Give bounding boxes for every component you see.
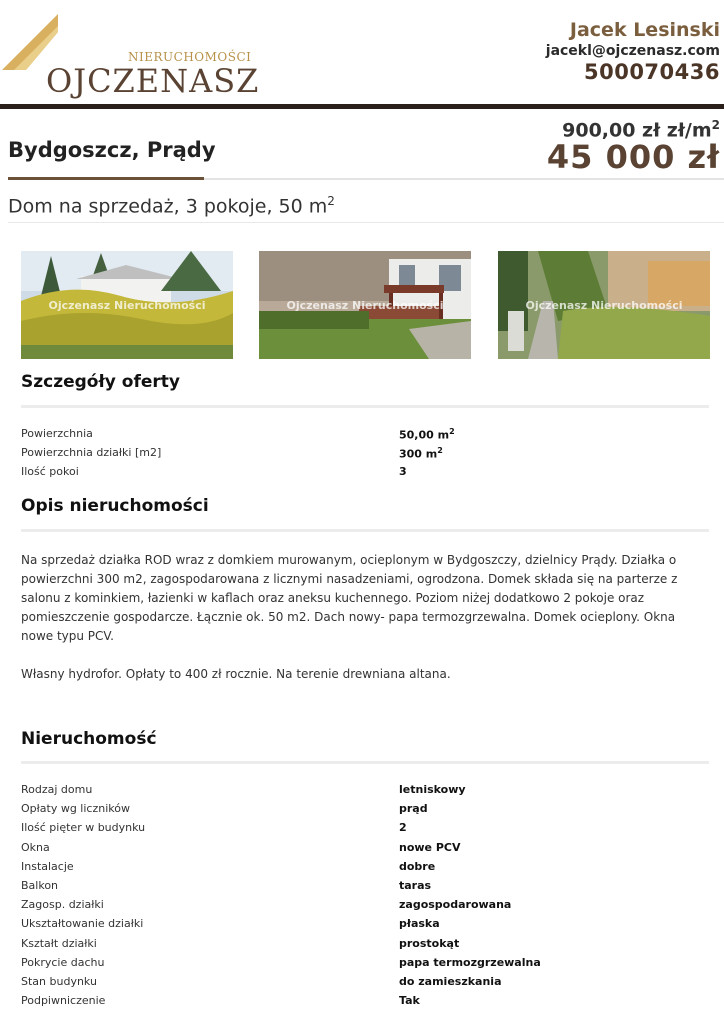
title-underline-accent <box>8 177 204 180</box>
property-value: letniskowy <box>399 783 466 796</box>
property-label: Podpiwniczenie <box>21 994 106 1008</box>
header-divider <box>0 104 724 109</box>
property-label: Kształt działki <box>21 936 97 950</box>
property-label: Ukształtowanie działki <box>21 917 144 931</box>
property-row <box>21 975 709 994</box>
description-paragraph: Na sprzedaż działka ROD wraz z domkiem murowanym, ocieplonym w Bydgoszczy, dzielnicy Prądy. Działka o powierzchni 300 m2, zagospodarowana z licznymi nasadzeniami, ogrodzona. Domek składa się na parterze z salonu z kominkiem, łazienki w kaflach oraz aneksu kuchennego. Poziom niżej dodatkowo 2 pokoje oraz pomieszczenie gospodarcze. Łącznie ok. 50 m2. Dach nowy- papa termozgrzewalna. Domek ocieplony. Okna nowe typu PCV. <box>21 553 678 643</box>
logo-wordmark: OJCZENASZ <box>46 62 260 100</box>
property-row <box>21 841 709 860</box>
listing-price: 45 000 zł <box>546 138 720 176</box>
details-row <box>21 465 709 484</box>
agent-email[interactable]: jacekl@ojczenasz.com <box>545 43 720 59</box>
property-row <box>21 917 709 936</box>
property-heading: Nieruchomość <box>21 729 157 749</box>
details-divider <box>21 405 709 408</box>
agent-name: Jacek Lesinski <box>569 19 720 41</box>
property-row <box>21 802 709 821</box>
property-label: Ilość pięter w budynku <box>21 821 146 835</box>
details-label: Powierzchnia działki [m2] <box>21 446 162 459</box>
description-heading: Opis nieruchomości <box>21 496 209 516</box>
property-value: nowe PCV <box>399 840 461 854</box>
property-value: papa termozgrzewalna <box>399 955 541 969</box>
property-value: zagospodarowana <box>399 898 512 912</box>
property-value: płaska <box>399 917 440 931</box>
listing-subtitle: Dom na sprzedaż, 3 pokoje, 50 $m^2$ <box>8 194 335 218</box>
company-logo[interactable] <box>0 12 260 100</box>
page-header <box>0 0 724 108</box>
agent-phone[interactable]: 500070436 <box>583 60 720 84</box>
details-value: 3 <box>399 465 407 478</box>
details-label: Ilość pokoi <box>21 465 79 478</box>
property-value: 2 <box>399 821 407 835</box>
property-row <box>21 994 709 1013</box>
listing-photo-3[interactable] <box>498 251 710 359</box>
property-row <box>21 898 709 917</box>
property-divider <box>21 761 709 764</box>
details-label: Powierzchnia <box>21 427 93 440</box>
property-value: prostokąt <box>399 936 460 950</box>
property-label: Stan budynku <box>21 975 97 988</box>
details-row <box>21 446 709 465</box>
photo-watermark: Ojczenasz Nieruchomości <box>286 299 444 312</box>
property-value: prąd <box>399 802 428 816</box>
property-value: dobre <box>399 859 436 873</box>
property-label: Opłaty wg liczników <box>21 802 130 816</box>
property-value: taras <box>399 879 432 892</box>
property-label: Instalacje <box>21 859 74 873</box>
property-label: Balkon <box>21 879 59 892</box>
property-row <box>21 821 709 840</box>
property-label: Okna <box>21 840 50 854</box>
property-value: do zamieszkania <box>399 975 502 988</box>
property-row <box>21 879 709 898</box>
photo-watermark: Ojczenasz Nieruchomości <box>48 299 206 312</box>
details-row <box>21 427 709 446</box>
logo-subtitle: NIERUCHOMOŚCI <box>128 50 252 64</box>
property-value: Tak <box>399 994 420 1008</box>
price-per-m2: 900,00 zł $zł/m^2$ <box>562 118 720 142</box>
details-value: 50,00 $m^2$ <box>399 427 455 442</box>
listing-location: Bydgoszcz, Prądy <box>8 138 216 162</box>
photo-watermark: Ojczenasz Nieruchomości <box>525 299 683 312</box>
details-value: 300 $m^2$ <box>399 446 443 461</box>
description-body <box>21 551 711 703</box>
property-label: Zagosp. działki <box>21 898 104 912</box>
description-paragraph: Własny hydrofor. Opłaty to 400 zł rocznie. Na terenie drewniana altana. <box>21 667 451 681</box>
agent-contact <box>546 18 720 84</box>
description-divider <box>21 529 709 532</box>
listing-photo-2[interactable] <box>259 251 471 359</box>
property-row <box>21 860 709 879</box>
property-row <box>21 956 709 975</box>
property-label: Pokrycie dachu <box>21 955 105 969</box>
property-row <box>21 783 709 802</box>
details-heading: Szczegóły oferty <box>21 372 180 392</box>
property-row <box>21 937 709 956</box>
title-underline <box>204 178 724 180</box>
subtitle-divider <box>8 222 724 223</box>
listing-photo-1[interactable] <box>21 251 233 359</box>
property-label: Rodzaj domu <box>21 783 93 796</box>
